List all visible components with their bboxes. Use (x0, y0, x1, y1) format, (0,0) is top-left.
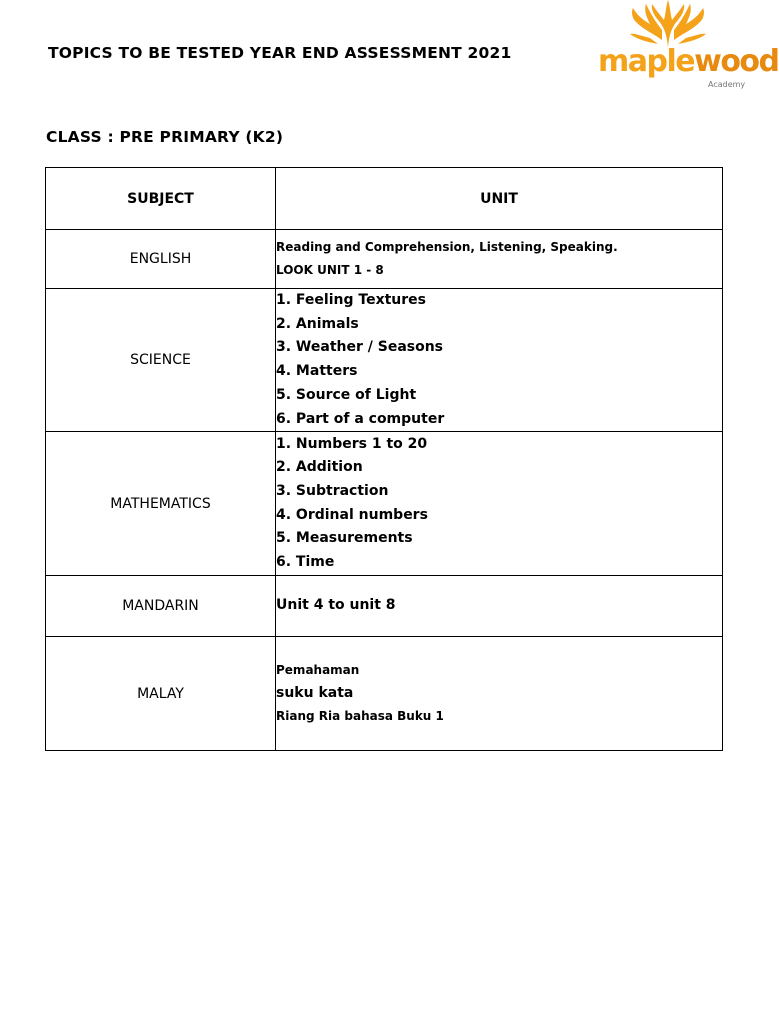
logo-subtitle: Academy (708, 80, 746, 89)
unit-line: 1. Numbers 1 to 20 (276, 435, 428, 452)
unit-line: 4. Matters (276, 363, 358, 380)
unit-line: 5. Measurements (276, 530, 413, 547)
topics-table (45, 167, 723, 751)
unit-cell (276, 230, 723, 289)
unit-line: 3. Subtraction (276, 483, 389, 500)
unit-line: 2. Animals (276, 315, 359, 332)
unit-line: 6. Part of a computer (276, 410, 445, 427)
logo-word-wood: wood (694, 44, 779, 79)
unit-line: 5. Source of Light (276, 386, 417, 403)
unit-line: 4. Ordinal numbers (276, 506, 428, 523)
unit-line: Riang Ria bahasa Buku 1 (276, 709, 444, 724)
unit-line: suku kata (276, 685, 354, 702)
subject-cell: MANDARIN (46, 576, 276, 637)
tree-icon (618, 0, 718, 50)
header-unit: UNIT (276, 168, 723, 230)
subject-cell: MATHEMATICS (46, 432, 276, 576)
table-row-mandarin (46, 576, 723, 637)
unit-line: Pemahaman (276, 663, 360, 678)
unit-line: Unit 4 to unit 8 (276, 597, 396, 614)
unit-cell (276, 432, 723, 576)
logo-word-maple: maple (598, 44, 695, 79)
unit-line: LOOK UNIT 1 - 8 (276, 263, 384, 277)
unit-cell (276, 576, 723, 637)
unit-line: 3. Weather / Seasons (276, 339, 444, 356)
maplewood-logo (596, 0, 779, 92)
table-row-science (46, 289, 723, 432)
table-row-english (46, 230, 723, 289)
unit-line: 6. Time (276, 554, 335, 571)
unit-line: 1. Feeling Textures (276, 292, 426, 308)
subject-cell: MALAY (46, 637, 276, 751)
unit-cell (276, 637, 723, 751)
subject-cell: ENGLISH (46, 230, 276, 289)
table-row-mathematics (46, 432, 723, 576)
unit-cell (276, 289, 723, 432)
unit-line: Reading and Comprehension, Listening, Speaking. (276, 240, 618, 254)
class-line: CLASS : PRE PRIMARY (K2) (46, 128, 284, 146)
logo-wordmark (598, 44, 779, 79)
unit-line: 2. Addition (276, 459, 363, 476)
table-header-row (46, 168, 723, 230)
table-row-malay (46, 637, 723, 751)
header-subject: SUBJECT (46, 168, 276, 230)
page-title: TOPICS TO BE TESTED YEAR END ASSESSMENT 2021 (48, 44, 512, 62)
subject-cell: SCIENCE (46, 289, 276, 432)
